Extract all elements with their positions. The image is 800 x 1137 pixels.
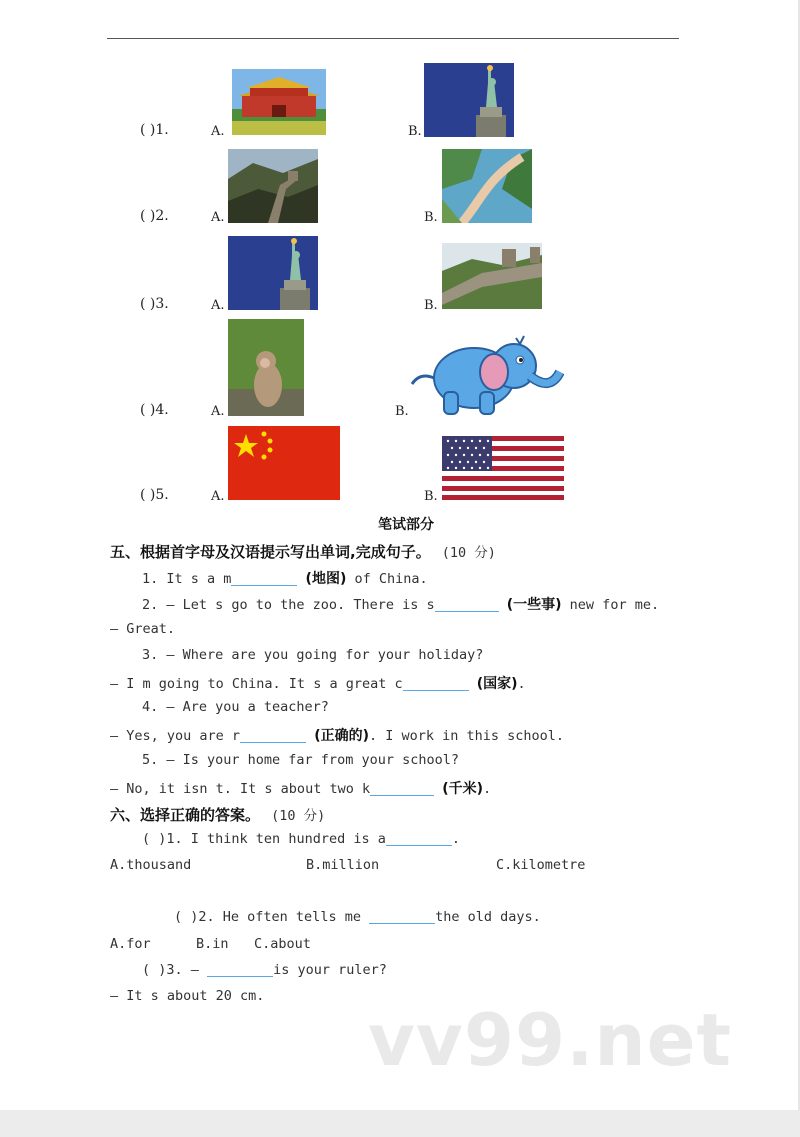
s6-q3-answer-line: — It s about 20 cm. [110,988,265,1004]
s6-q1-end: . [451,831,460,847]
statue-of-liberty-picture [424,63,514,137]
s5-line-7-post: . I work in this school. [368,728,565,744]
s6-q1-option-c: C.kilometre [496,857,586,873]
s5-line-3 [110,621,175,637]
item-5-number: ( )5. [140,487,169,503]
monkey-picture [228,319,304,416]
s5-line-3-text: — Great. [110,621,176,637]
s5-line-1-text: 1. It s a m [142,571,232,587]
s5-line-2-post: new for me. [561,597,660,613]
s5-line-1-hint: (地图) [305,571,347,587]
s6-question-1 [142,831,460,847]
s6-q2-text: He often tells me [222,909,361,925]
header-rule [107,38,679,39]
s5-line-2-hint: (一些事) [506,597,562,613]
s6-question-3 [142,962,387,978]
s6-q2-number: ( )2. [174,909,215,925]
s5-line-6-text: 4. — Are you a teacher? [142,699,329,715]
item-1-number: ( )1. [140,122,169,138]
s6-q2-end: the old days. [435,909,541,925]
item-4-number: ( )4. [140,402,169,418]
s6-q3-number: ( )3. [142,962,183,978]
answer-blank[interactable] [370,781,434,796]
item-5-option-a-label: A. [211,489,225,504]
watermark: vv99.net [368,998,732,1082]
answer-blank[interactable] [231,571,297,586]
s5-line-5-text: — I m going to China. It s a great c [110,676,403,692]
answer-blank[interactable] [435,597,499,612]
section-5-heading [110,541,496,562]
section-6-title: 六、选择正确的答案。 [110,806,261,824]
item-4-option-a-label: A. [211,404,225,419]
answer-blank[interactable] [369,909,435,924]
s5-line-4-text: 3. — Where are you going for your holiday? [142,647,484,663]
s6-q2-option-c: C.about [254,936,311,952]
elephant-picture [410,332,564,418]
china-flag-picture [228,426,340,500]
s6-q1-option-b: B.million [306,857,380,873]
s5-line-8-text: 5. — Is your home far from your school? [142,752,459,768]
item-3-option-a-label: A. [211,298,225,313]
answer-blank[interactable] [207,962,273,977]
section-5-title: 五、根据首字母及汉语提示写出单词,完成句子。 [110,543,431,561]
s6-q1-number: ( )1. [142,831,183,847]
item-5-option-b-label: B. [424,489,438,504]
statue-of-liberty-picture [228,236,318,310]
tiananmen-picture [232,69,326,135]
river-valley-picture [442,149,532,223]
s5-line-7 [110,725,564,745]
usa-flag-picture [442,436,564,500]
s6-q2-option-a: A.for [110,936,151,952]
s5-line-8 [142,752,459,768]
s5-line-9 [110,778,491,798]
answer-blank[interactable] [240,728,306,743]
great-wall-picture [442,243,542,309]
section-6-heading [110,804,325,825]
s5-line-2-text: 2. — Let s go to the zoo. There is s [142,597,435,613]
item-2-option-b-label: B. [424,210,438,225]
s5-line-1-post: of China. [346,571,428,587]
s6-q3-dash: — [190,962,199,978]
s5-line-2 [142,594,659,614]
s5-line-5-post: . [517,676,526,692]
s6-q1-text: I think ten hundred is a [190,831,386,847]
s6-q2-option-b: B.in [196,936,229,952]
s5-line-9-post: . [483,781,492,797]
s5-line-5-hint: (国家) [476,676,518,692]
s6-q1-option-a: A.thousand [110,857,192,873]
bottom-scroll-bar[interactable] [0,1110,800,1137]
item-3-number: ( )3. [140,296,169,312]
item-4-option-b-label: B. [395,404,409,419]
s6-question-2 [174,909,541,925]
section-5-score: (10 分) [441,545,496,561]
s5-line-9-hint: (千米) [442,781,484,797]
s5-line-7-text: — Yes, you are r [110,728,241,744]
item-2-option-a-label: A. [211,210,225,225]
s5-line-5 [110,673,526,693]
section-6-score: (10 分) [271,808,326,824]
written-part-heading: 笔试部分 [378,517,434,533]
answer-blank[interactable] [403,676,469,691]
great-wall-picture [228,149,318,223]
answer-blank[interactable] [386,831,452,846]
s5-line-7-hint: (正确的) [314,728,369,744]
s5-line-4 [142,647,483,663]
s5-line-1 [142,568,428,588]
s6-q3-text: is your ruler? [273,962,387,978]
item-1-option-a-label: A. [211,124,225,139]
item-1-option-b-label: B. [408,124,422,139]
s5-line-9-text: — No, it isn t. It s about two k [110,781,371,797]
s5-line-6 [142,699,329,715]
item-3-option-b-label: B. [424,298,438,313]
item-2-number: ( )2. [140,208,169,224]
